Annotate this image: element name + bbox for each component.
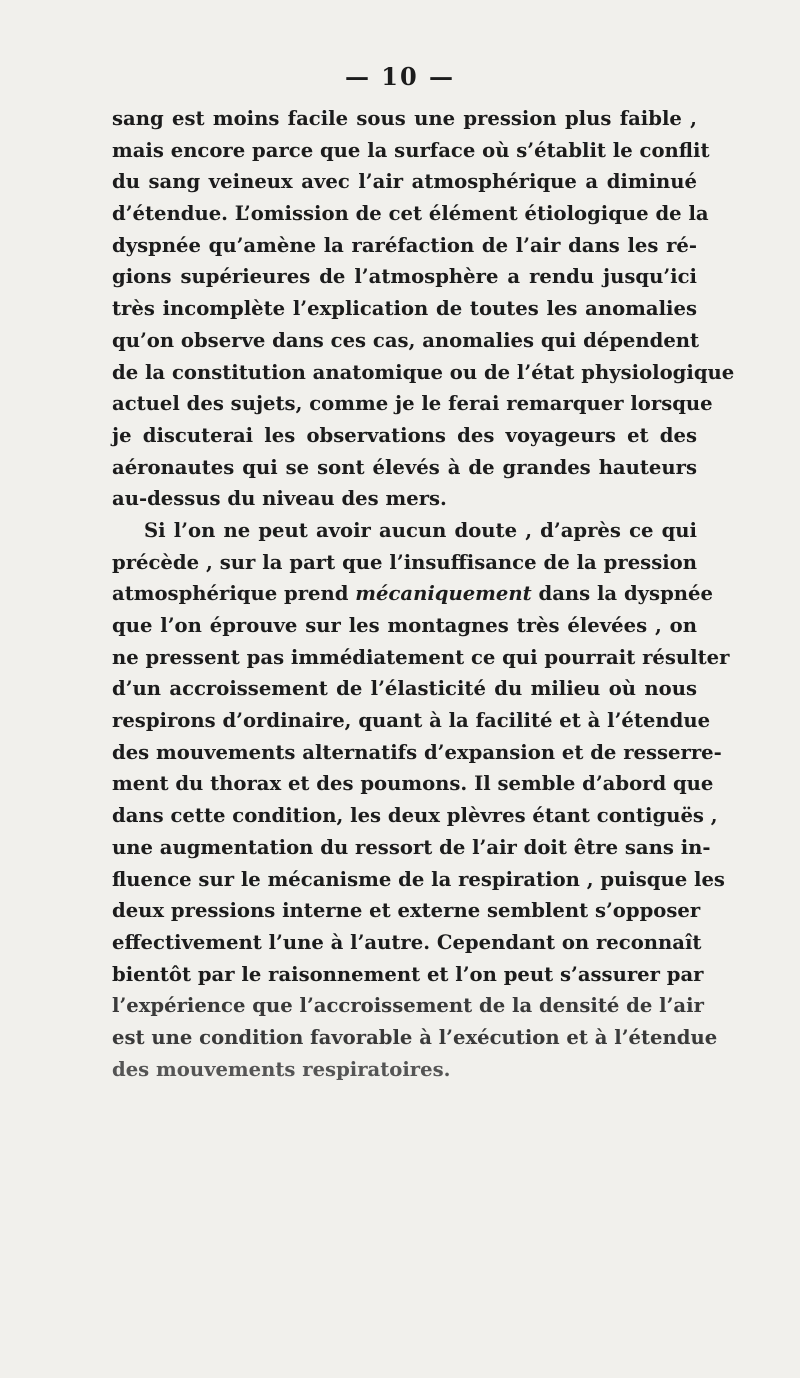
text-segment: dans la dyspnée: [531, 582, 713, 606]
text-line: du sang veineux avec l’air atmosphérique a diminué: [112, 170, 697, 194]
text-line: actuel des sujets, comme je le ferai remarquer lorsque: [112, 392, 713, 416]
text-line: je discuterai les observations des voyageurs et des: [112, 423, 697, 447]
text-line: sang est moins facile sous une pression plus faible ,: [112, 107, 697, 130]
text-line: gions supérieures de l’atmosphère a rendu jusqu’ici: [112, 265, 697, 289]
text-line: aéronautes qui se sont élevés à de grandes hauteurs: [112, 455, 697, 479]
text-line: d’étendue. L’omission de cet élément étiologique de la: [112, 202, 709, 226]
text-line: bientôt par le raisonnement et l’on peut s’assurer par: [112, 962, 704, 986]
body-text: [112, 103, 735, 1085]
text-line: précède , sur la part que l’insuffisance de la pression: [112, 550, 697, 574]
text-line: qu’on observe dans ces cas, anomalies qui dépendent: [112, 328, 700, 352]
text-line: est une condition favorable à l’exécution et à l’étendue: [112, 1025, 718, 1049]
text-line-paragraph-end: des mouvements respiratoires.: [112, 1057, 451, 1081]
text-line: respirons d’ordinaire, quant à la facilité et à l’étendue: [112, 709, 711, 733]
text-segment: atmosphérique prend: [112, 582, 356, 606]
text-line: fluence sur le mécanisme de la respiration , puisque les: [112, 867, 725, 891]
text-line: deux pressions interne et externe semblent s’opposer: [112, 899, 701, 923]
text-line: dans cette condition, les deux plèvres étant contiguës ,: [112, 804, 718, 828]
text-line: mais encore parce que la surface où s’établit le conflit: [112, 138, 710, 162]
text-line: d’un accroissement de l’élasticité du milieu où nous: [112, 677, 697, 701]
text-line: que l’on éprouve sur les montagnes très élevées , on: [112, 614, 697, 637]
text-line: ne pressent pas immédiatement ce qui pourrait résulter: [112, 645, 730, 669]
text-line: l’expérience que l’accroissement de la densité de l’air: [112, 994, 704, 1018]
italic-word: mécaniquement: [355, 582, 532, 606]
text-line: ment du thorax et des poumons. Il semble d’abord que: [112, 772, 714, 796]
text-line: très incomplète l’explication de toutes les anomalies: [112, 297, 697, 321]
text-line: une augmentation du ressort de l’air doit être sans in-: [112, 835, 711, 859]
text-line-with-italic: [112, 578, 713, 610]
text-line-paragraph-start: Si l’on ne peut avoir aucun doute , d’après ce qui: [144, 518, 697, 542]
text-line-paragraph-end: au-dessus du niveau des mers.: [112, 487, 447, 511]
text-line: des mouvements alternatifs d’expansion et de resserre-: [112, 740, 722, 764]
text-line: effectivement l’une à l’autre. Cependant on reconnaît: [112, 930, 702, 954]
text-line: de la constitution anatomique ou de l’état physiologique: [112, 360, 735, 384]
text-line: dyspnée qu’amène la raréfaction de l’air dans les ré-: [112, 233, 697, 257]
page-number: — 10 —: [344, 62, 456, 91]
